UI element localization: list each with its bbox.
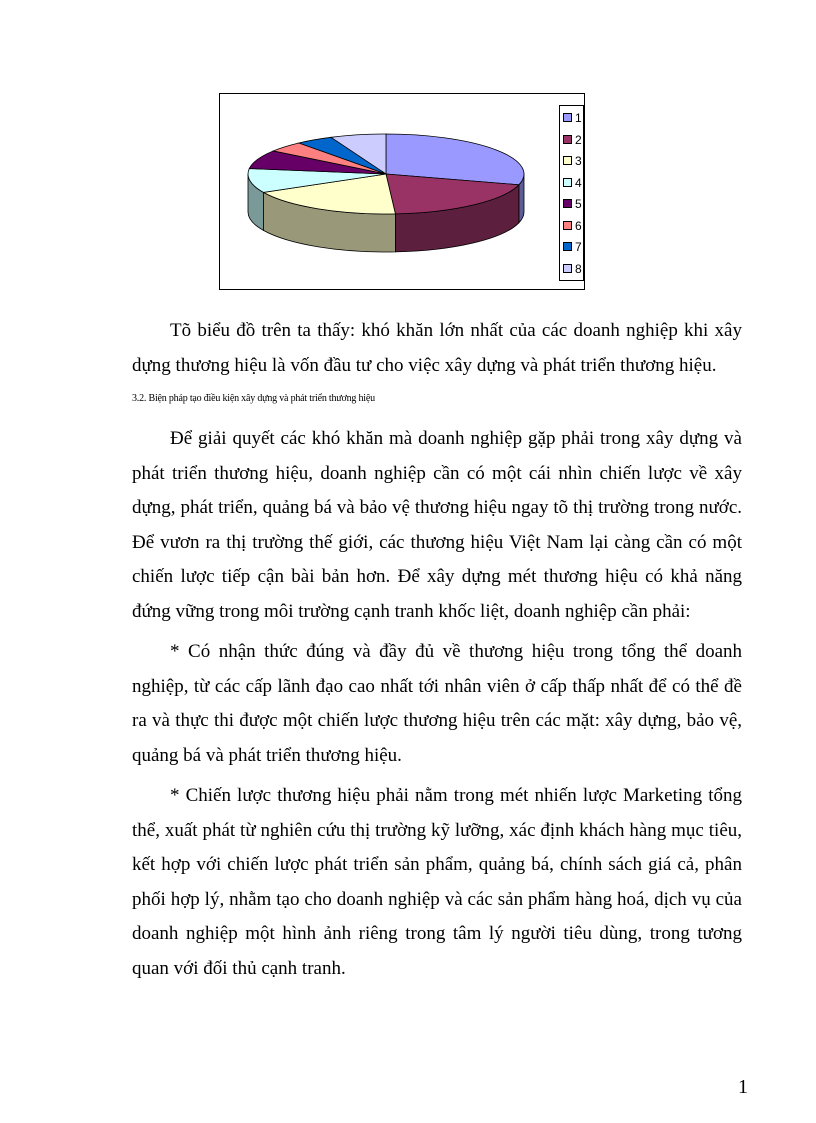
legend-label-3: 3 [575, 154, 582, 168]
legend-item-1 [563, 110, 582, 126]
legend-item-2 [563, 132, 582, 148]
pie-chart-frame [219, 93, 585, 290]
paragraph-intro: Để giải quyết các khó khăn mà doanh nghiệp gặp phải trong xây dựng và phát triển thương hiệu, doanh nghiệp cần có một cái nhìn chiến lược về xây dựng, phát triển, quảng bá và bảo vệ thương hiệu ngay tõ thị trường trong nước. Để vươn ra thị trường thế giới, các thương hiệu Việt Nam lại càng cần có một chiến lược tiếp cận bài bản hơn. Để xây dựng mét thương hiệu có khả năng đứng vững trong môi trường cạnh tranh khốc liệt, doanh nghiệp cần phải: [132, 428, 742, 622]
legend-label-7: 7 [575, 240, 582, 254]
legend-swatch-8 [563, 264, 572, 273]
legend-label-2: 2 [575, 132, 582, 147]
legend-label-1: 1 [575, 111, 582, 125]
section-heading: 3.2. Biện pháp tạo điều kiện xây dựng và phát triển thương hiệu [132, 393, 375, 404]
legend-label-5: 5 [575, 197, 582, 211]
legend-item-3 [563, 153, 582, 169]
legend-swatch-2 [563, 135, 572, 144]
page-number: 1 [738, 1076, 748, 1098]
legend-label-6: 6 [575, 218, 582, 233]
legend-label-4: 4 [575, 175, 582, 190]
legend-swatch-3 [563, 156, 572, 165]
legend-swatch-5 [563, 199, 572, 208]
legend-swatch-6 [563, 221, 572, 230]
paragraph-bullet-awareness: * Có nhận thức đúng và đầy đủ về thương hiệu trong tổng thể doanh nghiệp, từ các cấp lãnh đạo cao nhất tới nhân viên ở cấp thấp nhất để có thể đề ra và thực thi được một chiến lược thương hiệu trên các mặt: xây dựng, bảo vệ, quảng bá và phát triển thương hiệu. [132, 641, 742, 766]
pie-chart [220, 94, 584, 289]
legend-item-7 [563, 239, 582, 255]
chart-legend [559, 105, 584, 281]
legend-swatch-7 [563, 242, 572, 251]
paragraph-bullet-strategy: * Chiến lược thương hiệu phải nằm trong mét nhiến lược Marketing tổng thể, xuất phát từ nghiên cứu thị trường kỹ lưỡng, xác định khách hàng mục tiêu, kết hợp với chiến lược phát triển sản phẩm, quảng bá, chính sách giá cả, phân phối hợp lý, nhằm tạo cho doanh nghiệp và các sản phẩm hàng hoá, dịch vụ của doanh nghiệp một hình ảnh riêng trong tâm lý người tiêu dùng, trong tương quan với đối thủ cạnh tranh. [132, 785, 742, 979]
legend-swatch-4 [563, 178, 572, 187]
legend-item-8 [563, 261, 582, 277]
legend-item-6 [563, 218, 582, 234]
legend-item-4 [563, 175, 582, 191]
paragraph-chart-conclusion: Tõ biểu đồ trên ta thấy: khó khăn lớn nhất của các doanh nghiệp khi xây dựng thương hiệu là vốn đầu tư cho việc xây dựng và phát triển thương hiệu. [132, 320, 742, 376]
legend-item-5 [563, 196, 582, 212]
legend-swatch-1 [563, 113, 572, 122]
legend-label-8: 8 [575, 261, 582, 276]
